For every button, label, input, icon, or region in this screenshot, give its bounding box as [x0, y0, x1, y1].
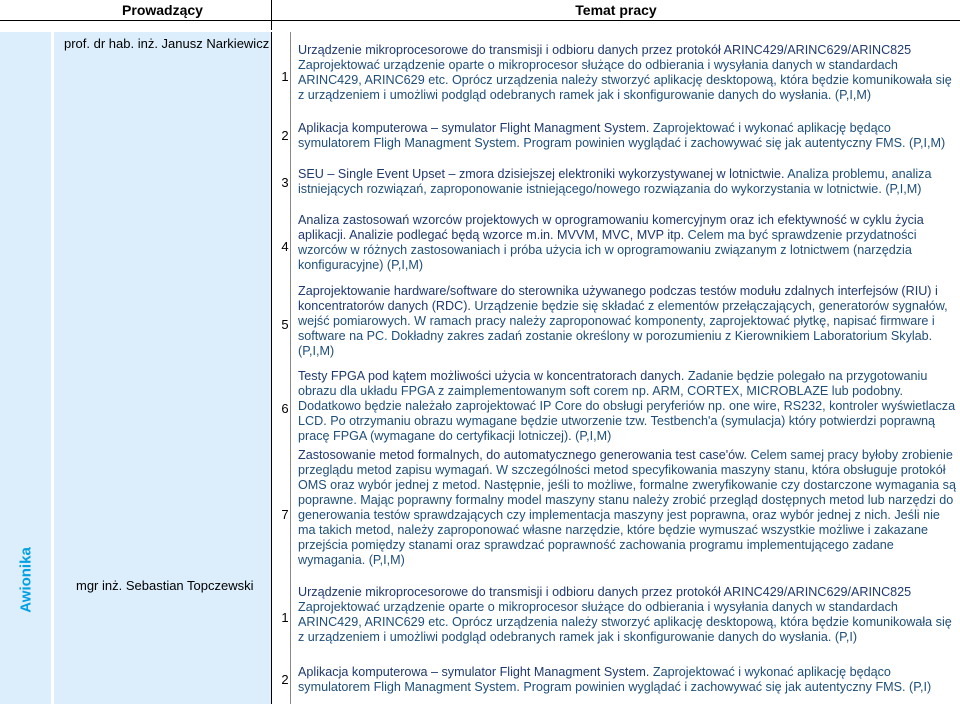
topic-number: 6	[281, 401, 289, 416]
topic-entry	[298, 665, 958, 695]
topic-lead: SEU – Single Event Upset – zmora dzisiejszej elektroniki wykorzystywanej w lotnictwie.	[298, 167, 785, 181]
column-divider	[271, 32, 272, 704]
topic-entry	[298, 284, 958, 359]
topic-lead: Aplikacja komputerowa – symulator Flight Managment System.	[298, 665, 650, 679]
topic-body: Urządzenie będzie się składać z elementów przełączających, generatorów sygnałów, wejść pomiarowych. W ramach pracy należy zaproponować komponenty, zaprojektować płytkę, napisać firmware i software na PC. Dokładny zakres zadań zostanie określony w porozumieniu z Kierownikiem Laboratorium Skylab. (P,I,M)	[298, 299, 948, 358]
topic-number: 7	[281, 507, 289, 522]
topic-body: Zaprojektować urządzenie oparte o mikroprocesor służące do odbierania i wysyłania danych w standardach ARINC429, ARINC629 etc. Oprócz urządzenia należy stworzyć aplikację desktopową, która będzie komunikowała się z urządzeniem i umożliwi podgląd odebranych ramek jak i skonfigurowanie danych do wysłania. (P,I,M)	[298, 58, 952, 102]
topic-number: 3	[281, 175, 289, 190]
topic-body: Celem samej pracy byłoby zrobienie przeglądu metod zapisu wymagań. W szczególności metod specyfikowania maszyny stanu, która obsługuje protokół OMS oraz wybór jednej z metod. Następnie, jeśli to możliwe, formalne zweryfikowanie czy dostarczone wymagania są poprawne. Mając poprawny formalny model maszyny stanu należy zrobić przegląd dostępnych metod lub narzędzi do generowania testów sprawdzających czy implementacja maszyny jest poprawna, oraz wybór jednej z nich. Jeśli nie ma takich metod, należy zaproponować własne narzędzie, które będzie wymuszać wszystkie możliwe i zakazane przejścia pomiędzy stanami oraz sprawdzać poprawność zachowania programu implementującego zadane wymagania. (P,I,M)	[298, 448, 956, 567]
topic-lead: Aplikacja komputerowa – symulator Flight Managment System.	[298, 121, 650, 135]
supervisor-column-header: Prowadzący	[122, 2, 203, 18]
topic-body: Celem ma być sprawdzenie przydatności wzorców w różnych zastosowaniach i próba użycia ich w oprogramowaniu związanym z lotnictwem (narzędzia konfiguracyjne) (P,I,M)	[298, 228, 917, 272]
header-divider	[271, 0, 272, 30]
supervisor-name: prof. dr hab. inż. Janusz Narkiewicz	[64, 36, 270, 51]
topic-entry	[298, 167, 958, 197]
topic-number: 5	[281, 317, 289, 332]
topic-lead: Urządzenie mikroprocesorowe do transmisji i odbioru danych przez protokół ARINC429/ARINC629/ARINC825	[298, 43, 912, 57]
topic-lead: Zaprojektowanie hardware/software do sterownika używanego podczas testów modułu zdalnych interfejsów (RIU) i koncentratorów danych (RDC).	[298, 284, 938, 313]
topic-body: Zaprojektować i wykonać aplikację będąco symulatorem Fligh Managment System. Program powinien wyglądać i zachowywać się jak autentyczny FMS. (P,I,M)	[298, 121, 946, 150]
topic-entry	[298, 448, 958, 568]
topic-number: 2	[281, 128, 289, 143]
topic-body: Zadanie będzie polegało na przygotowaniu obrazu dla układu FPGA z zaimplementowanym soft corem np. ARM, CORTEX, MICROBLAZE lub podobny. Dodatkowo będzie należało zaprojektować IP Core do obsługi peryferiów np. one wire, RS232, kontroler wyświetlacza LCD. Po otrzymaniu obrazu wymagane będzie utworzenie tzw. Testbench'a (symulacja) który potwierdzi poprawną pracę FPGA (wymagane do certyfikacji lotniczej). (P,I,M)	[298, 369, 956, 443]
topic-column-header: Temat pracy	[575, 2, 657, 18]
supervisor-column	[54, 32, 271, 704]
topic-number: 2	[281, 672, 289, 687]
topic-entry	[298, 369, 958, 444]
topic-entry	[298, 43, 958, 103]
topic-number: 1	[281, 69, 289, 84]
topic-entry	[298, 121, 958, 151]
topic-entry	[298, 585, 958, 645]
topic-body: Zaprojektować i wykonać aplikację będąco symulatorem Fligh Managment System. Program powinien wyglądać i zachowywać się jak autentyczny FMS. (P,I)	[298, 665, 932, 694]
topic-lead: Zastosowanie metod formalnych, do automatycznego generowania test case'ów.	[298, 448, 748, 462]
header-rule	[0, 20, 960, 21]
topic-body: Analiza problemu, analiza istniejących rozwiązań, zaproponowanie istniejącego/nowego rozwiązania do wykorzystania w lotnictwie. (P,I,M)	[298, 167, 932, 196]
topic-number: 1	[281, 610, 289, 625]
topic-lead: Testy FPGA pod kątem możliwości użycia w koncentratorach danych.	[298, 369, 685, 383]
topic-body: Zaprojektować urządzenie oparte o mikroprocesor służące do odbierania i wysyłania danych w standardach ARINC429, ARINC629 etc. Oprócz urządzenia należy stworzyć aplikację desktopową, która będzie komunikowała się z urządzeniem i umożliwi podgląd odebranych ramek jak i skonfigurowanie danych do wysłania. (P,I)	[298, 600, 952, 644]
topic-lead: Analiza zastosowań wzorców projektowych w oprogramowaniu komercyjnym oraz ich efektywność w cyklu życia aplikacji. Analizie podlegać będą wzorce m.in. MVVM, MVC, MVP itp.	[298, 213, 924, 242]
supervisor-name: mgr inż. Sebastian Topczewski	[76, 578, 254, 593]
topic-lead: Urządzenie mikroprocesorowe do transmisji i odbioru danych przez protokół ARINC429/ARINC629/ARINC825	[298, 585, 912, 599]
topic-number: 4	[281, 239, 289, 254]
category-label: Awionika	[17, 547, 35, 613]
topic-entry	[298, 213, 958, 273]
